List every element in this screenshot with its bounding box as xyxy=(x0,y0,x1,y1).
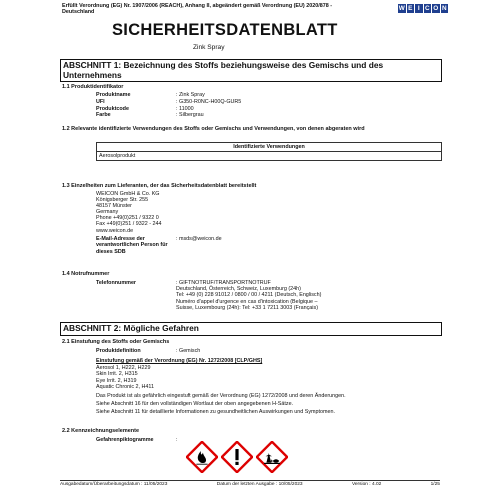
kv-row xyxy=(96,112,241,119)
kv-value: : Gemisch xyxy=(176,348,201,354)
s12-title: 1.2 Relevante identifizierte Verwendungen des Stoffs oder Gemischs und Verwendungen, von denen abgeraten wird xyxy=(62,126,365,132)
kv-value: : 11000 xyxy=(176,105,194,112)
kv-key: Produktcode xyxy=(96,105,129,112)
clp-title: Einstufung gemäß der Verordnung (EG) Nr. 1272/2008 [CLP/GHS] xyxy=(96,358,263,364)
section-1-title: ABSCHNITT 1: Bezeichnung des Stoffs beziehungsweise des Gemischs und des Unternehmens xyxy=(63,60,384,80)
email-value[interactable]: : msds@weicon.de xyxy=(176,236,222,242)
classification-notes xyxy=(96,392,440,416)
phone-line: Deutschland, Österreich, Schweiz, Luxemburg (24h) xyxy=(176,286,301,293)
logo-letter: I xyxy=(415,4,423,13)
kv-key: Produktdefinition xyxy=(96,348,141,354)
product-subtitle: Zink Spray xyxy=(193,44,225,51)
logo-letter: C xyxy=(424,5,430,12)
uses-table-cell: Aerosolprodukt xyxy=(99,153,136,159)
supplier-line: Fax +49(0)251 / 9322 - 244 xyxy=(96,221,162,228)
logo-letter: O xyxy=(433,5,439,12)
pictogram-label: Gefahrenpiktogramme xyxy=(96,437,154,443)
uses-table xyxy=(96,142,442,161)
supplier-line: www.weicon.de xyxy=(96,227,134,234)
s14-title: 1.4 Notrufnummer xyxy=(62,271,110,277)
footer-previous-date: Datum der letzten Ausgabe : 10/05/2023 xyxy=(216,482,303,487)
weicon-logo xyxy=(398,4,448,13)
supplier-line: WEICON GmbH & Co. KG xyxy=(96,191,160,197)
flame-icon xyxy=(186,441,218,473)
classification-item: Aquatic Chronic 2, H411 xyxy=(96,384,155,391)
s13-title: 1.3 Einzelheiten zum Lieferanten, der das Sicherheitsdatenblatt bereitstellt xyxy=(62,183,257,189)
kv-value: : Silbergrau xyxy=(176,112,204,119)
hazard-pictograms xyxy=(186,441,288,473)
product-definition xyxy=(96,348,200,355)
footer-version: Version : 4.02 xyxy=(351,482,382,487)
kv-value: : G350-R0NC-H00Q-GUR5 xyxy=(176,98,242,105)
classification-item: Aerosol 1, H222, H229 xyxy=(96,365,151,371)
classification-list xyxy=(96,365,154,391)
kv-key: Farbe xyxy=(96,112,111,119)
logo-letter: E xyxy=(408,5,413,12)
kv-key: Produktname xyxy=(96,92,131,98)
kv-row xyxy=(96,106,241,113)
product-identifier-list xyxy=(96,92,241,119)
s22-title: 2.2 Kennzeichnungselemente xyxy=(62,428,140,434)
kv-key: UFI xyxy=(96,98,105,105)
supplier-line: 48157 Münster xyxy=(96,203,132,210)
regulation-line-1: Erfüllt Verordnung (EG) Nr. 1907/2006 (REACH), Anhang II, abgeändert gemäß Verordnung (EU) 2020/878 - xyxy=(62,3,332,9)
footer-issue-date: Ausgabedatum/Überarbeitungsdatum : 11/05/2023 xyxy=(60,482,168,487)
section-2-heading xyxy=(60,322,442,336)
regulation-note xyxy=(62,3,392,16)
document-title: SICHERHEITSDATENBLATT xyxy=(112,21,338,39)
kv-value: : Zink Spray xyxy=(176,92,205,98)
pictogram-separator: : xyxy=(176,437,178,443)
emergency-phone xyxy=(176,280,321,311)
supplier-line: Königsberger Str. 255 xyxy=(96,197,149,204)
s11-title: 1.1 Produktidentifikator xyxy=(62,84,124,90)
s21-title: 2.1 Einstufung des Stoffs oder Gemischs xyxy=(62,339,170,345)
email-label: E-Mail-Adresse der verantwortlichen Person für dieses SDB xyxy=(96,236,168,255)
note-line: Das Produkt ist als gefährlich eingestuft gemäß der Verordnung (EG) 1272/2008 und deren Änderungen. xyxy=(96,393,346,399)
phone-line: Numéro d'appel d'urgence en cas d'intoxication (Belgique – xyxy=(176,298,318,305)
logo-letter: W xyxy=(398,5,405,12)
uses-table-header: Identifizierte Verwendungen xyxy=(97,143,441,152)
section-2-title: ABSCHNITT 2: Mögliche Gefahren xyxy=(63,323,199,333)
note-line: Siehe Abschnitt 16 für den vollständigen Wortlaut der oben angegebenen H-Sätze. xyxy=(96,401,294,407)
classification-item: Skin Irrit. 2, H315 xyxy=(96,371,138,378)
section-1-heading xyxy=(60,59,442,82)
supplier-address xyxy=(96,191,161,234)
supplier-line: Phone +49(0)251 / 9322 0 xyxy=(96,215,159,222)
supplier-line: Germany xyxy=(96,209,119,216)
page-footer xyxy=(60,480,440,487)
phone-label: Telefonnummer xyxy=(96,280,137,286)
phone-line: Tel: +49 (0) 228 91012 / 0800 / 00 / 4211 (Deutsch, Englisch) xyxy=(176,292,322,299)
footer-page-number: 1/25 xyxy=(430,482,440,487)
classification-item: Eye Irrit. 2, H319 xyxy=(96,377,137,384)
phone-line: : GIFTNOTRUF/TRANSPORTNOTRUF xyxy=(176,280,271,286)
kv-row xyxy=(96,92,241,99)
environment-icon xyxy=(256,441,288,473)
exclamation-icon xyxy=(221,441,253,473)
logo-letter: N xyxy=(441,5,447,12)
regulation-line-2: Deutschland xyxy=(62,9,95,16)
phone-line: Suisse, Luxembourg (24h): Tel: +33 1 7211 3003 (Français) xyxy=(176,304,318,311)
note-line: Siehe Abschnitt 11 für detaillierte Informationen zu gesundheitlichen Auswirkungen und Symptomen. xyxy=(96,409,336,415)
kv-row xyxy=(96,99,241,106)
